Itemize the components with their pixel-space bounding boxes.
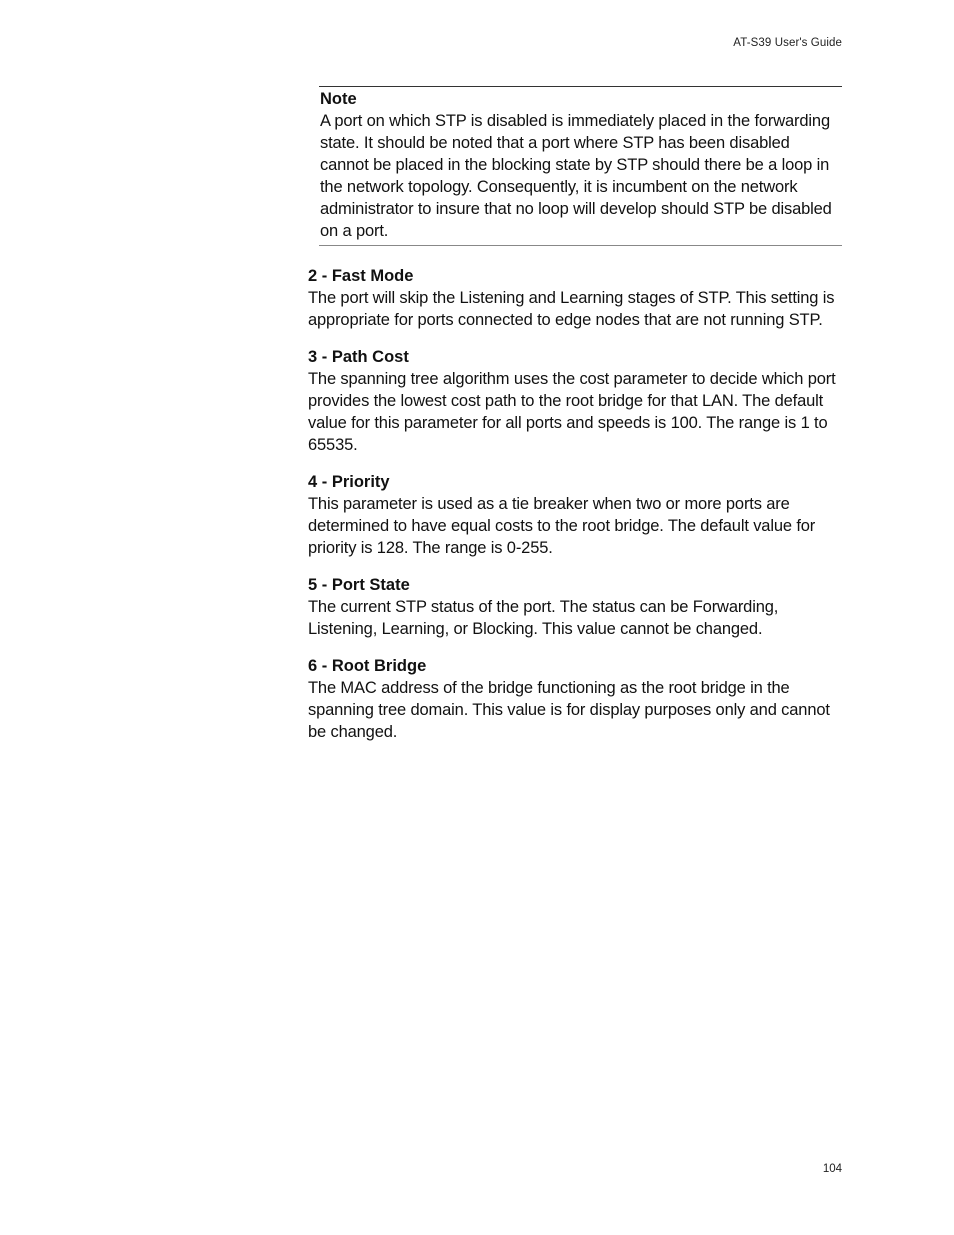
note-title: Note — [320, 90, 357, 108]
section-port-state — [308, 574, 838, 640]
note-text: A port on which STP is disabled is immediately placed in the forwarding state. It should be noted that a port where STP has been disabled cannot be placed in the blocking state by STP should there be a loop in the network topology. Consequently, it is incumbent on the network administrator to insure that no loop will develop should STP be disabled on a port. — [320, 112, 832, 240]
section-title: 3 - Path Cost — [308, 348, 409, 366]
section-body: The MAC address of the bridge functioning as the root bridge in the spanning tree domain. This value is for display purposes only and cannot be changed. — [308, 679, 830, 741]
section-title: 6 - Root Bridge — [308, 657, 427, 675]
section-title: 4 - Priority — [308, 473, 390, 491]
section-fast-mode — [308, 265, 838, 331]
section-path-cost — [308, 346, 838, 456]
page-number: 104 — [822, 1163, 842, 1175]
section-title: 2 - Fast Mode — [308, 267, 414, 285]
field-descriptions — [308, 265, 838, 758]
section-body: The current STP status of the port. The status can be Forwarding, Listening, Learning, or Blocking. This value cannot be changed. — [308, 598, 779, 638]
section-root-bridge — [308, 655, 838, 743]
section-body: The port will skip the Listening and Learning stages of STP. This setting is appropriate for ports connected to edge nodes that are not running STP. — [308, 289, 835, 329]
section-priority — [308, 471, 838, 559]
section-body: The spanning tree algorithm uses the cost parameter to decide which port provides the lowest cost path to the root bridge for that LAN. The default value for this parameter for all ports and speeds is 100. The range is 1 to 65535. — [308, 370, 836, 454]
section-body: This parameter is used as a tie breaker when two or more ports are determined to have equal costs to the root bridge. The default value for priority is 128. The range is 0-255. — [308, 495, 816, 557]
section-title: 5 - Port State — [308, 576, 410, 594]
running-header: AT-S39 User's Guide — [733, 37, 842, 49]
note-box — [319, 86, 842, 246]
